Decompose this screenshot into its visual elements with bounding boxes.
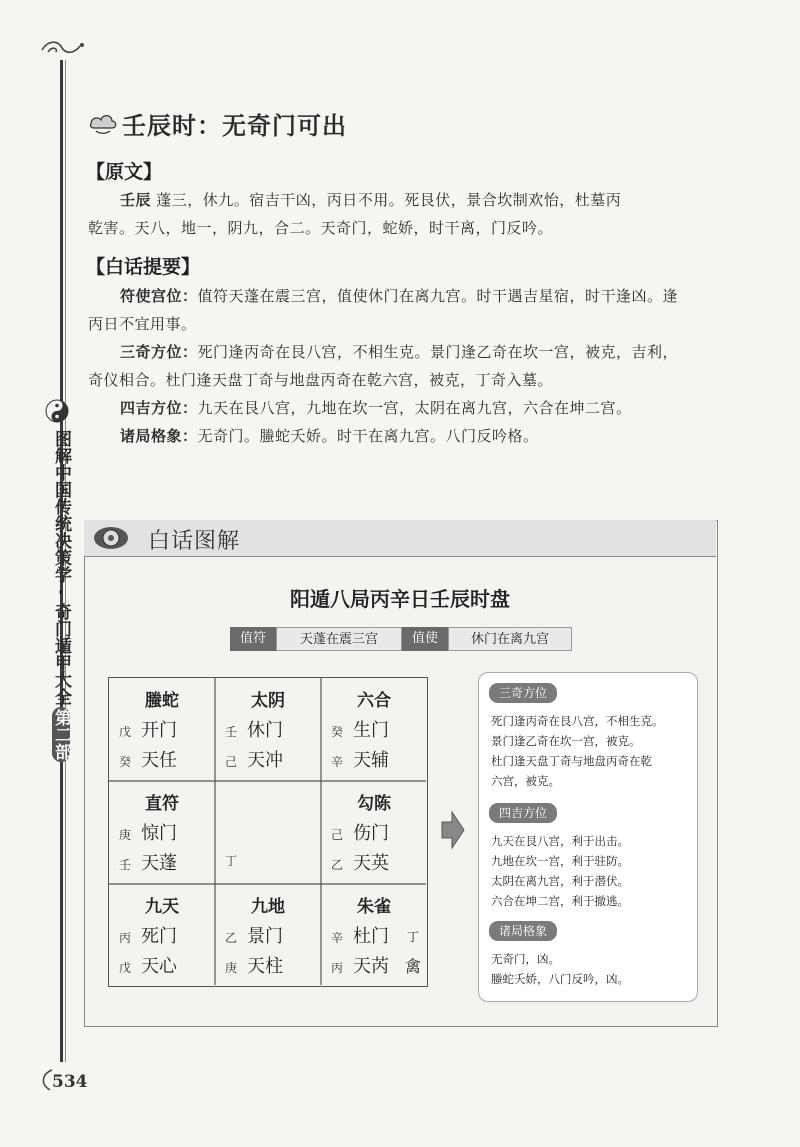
door-row [331, 716, 389, 742]
heaven-stem: 庚 [119, 828, 132, 842]
star-row [225, 952, 283, 978]
palace-cell [109, 781, 215, 884]
yuanwen-lead: 壬辰 [120, 191, 152, 209]
bagua-wheel-icon [92, 525, 130, 551]
door-name: 杜门 [353, 926, 389, 947]
arrow-right-icon [440, 810, 466, 850]
palace-cell [215, 884, 321, 987]
earth-stem: 庚 [225, 961, 238, 975]
door-row [119, 922, 177, 948]
center-stem: 丁 [225, 854, 238, 868]
star-name: 天冲 [247, 750, 283, 771]
earth-stem: 戊 [119, 961, 132, 975]
sanqi-tag: 三奇方位 [489, 683, 557, 703]
door-row [225, 922, 283, 948]
siji-line [120, 394, 632, 422]
zhuju-line [120, 422, 539, 450]
heaven-stem: 癸 [331, 725, 344, 739]
zhuju-label: 诸局格象： [120, 427, 198, 445]
star-row [119, 746, 177, 772]
heaven-stem: 丙 [119, 931, 132, 945]
side-running-title [44, 430, 70, 762]
page-title: 壬辰时：无奇门可出 [122, 112, 347, 140]
palace-cell [321, 678, 427, 781]
yuanwen-text-1: 蓬三，休九。宿吉干凶，丙日不用。死艮伏，景合坎制欢怡，杜墓丙 [156, 191, 622, 209]
star-name: 天芮 [353, 956, 389, 977]
heaven-stem: 辛 [331, 931, 344, 945]
siji-label: 四吉方位： [120, 399, 198, 417]
yin-yang-icon [44, 398, 70, 424]
zhishi-label: 值使 [402, 627, 448, 651]
door-name: 惊门 [141, 823, 177, 844]
side-book-title: 图解中国传统决策学·奇门遁甲大全 [51, 430, 71, 705]
summary-panel [478, 672, 698, 1002]
door-name: 死门 [141, 926, 177, 947]
panel-line: 景门逢乙奇在坎一宫，被克。 [491, 734, 641, 748]
door-name: 开门 [141, 720, 177, 741]
door-name: 景门 [247, 926, 283, 947]
earth-stem: 丙 [331, 961, 344, 975]
star-name: 天心 [141, 956, 177, 977]
chart-title: 阳遁八局丙辛日壬辰时盘 [290, 587, 510, 611]
zhifu-zhishi-bar [230, 627, 572, 651]
sanqi-label: 三奇方位： [120, 343, 198, 361]
fushi-line-1 [120, 282, 720, 310]
center-row [225, 849, 247, 870]
door-row [119, 716, 177, 742]
deity-name: 九天 [145, 897, 179, 917]
earth-stem: 壬 [119, 858, 132, 872]
zhuju-panel-text [491, 949, 629, 989]
heaven-stem: 乙 [225, 931, 238, 945]
star-name: 天柱 [247, 956, 283, 977]
siji-panel-text [491, 831, 629, 911]
door-name: 休门 [247, 720, 283, 741]
center-palace-cell [215, 781, 321, 884]
door-row [331, 819, 389, 845]
palace-cell [109, 678, 215, 781]
star-name: 天蓬 [141, 853, 177, 874]
door-row [331, 922, 389, 948]
palace-cell [321, 884, 427, 987]
cloud-ornament-icon [88, 110, 118, 136]
zhuju-text: 无奇门。螣蛇夭娇。时干在离九宫。八门反吟格。 [197, 427, 539, 445]
earth-stem: 乙 [331, 858, 344, 872]
yuanwen-heading: 【原文】 [86, 161, 163, 183]
star-row [331, 746, 389, 772]
sanqi-text-1: 死门逢丙奇在艮八宫，不相生克。景门逢乙奇在坎一宫，被克，吉利， [197, 343, 679, 361]
heaven-stem: 壬 [225, 725, 238, 739]
star-row [119, 952, 177, 978]
palace-cell [109, 884, 215, 987]
heaven-stem: 戊 [119, 725, 132, 739]
star-row [119, 849, 177, 875]
earth-stem: 癸 [119, 755, 132, 769]
deity-name: 六合 [357, 691, 391, 711]
fushi-text-1: 值符天蓬在震三宫，值使休门在离九宫。时干遇吉星宿，时干逢凶。逢 [197, 287, 679, 305]
star-row [331, 952, 389, 978]
baihua-heading: 【白话提要】 [86, 256, 201, 278]
deity-name: 直符 [145, 794, 179, 814]
sanqi-line-2: 奇仪相合。杜门逢天盘丁奇与地盘丙奇在乾六宫，被克，丁奇入墓。 [88, 371, 554, 389]
nine-palace-grid [108, 677, 428, 987]
deity-name: 朱雀 [357, 897, 391, 917]
star-name: 天辅 [353, 750, 389, 771]
star-name: 天任 [141, 750, 177, 771]
star-name: 天英 [353, 853, 389, 874]
palace-cell [321, 781, 427, 884]
panel-line: 六宫，被克。 [491, 774, 560, 788]
panel-line: 无奇门，凶。 [491, 952, 560, 966]
yuanwen-line-2: 乾害。天八，地一，阴九，合二。天奇门，蛇娇，时干离，门反吟。 [88, 219, 554, 237]
deity-name: 勾陈 [357, 794, 391, 814]
page-number: 534 [52, 1072, 88, 1092]
panel-line: 螣蛇夭娇，八门反吟，凶。 [491, 972, 629, 986]
panel-line: 九天在艮八宫，利于出击。 [491, 834, 629, 848]
heaven-stem: 己 [331, 828, 344, 842]
fushi-label: 符使宫位： [120, 287, 198, 305]
corner-ornament-icon [38, 36, 88, 58]
zhishi-value: 休门在离九宫 [448, 627, 572, 651]
panel-line: 九地在坎一宫，利于驻防。 [491, 854, 629, 868]
panel-line: 死门逢丙奇在艮八宫，不相生克。 [491, 714, 664, 728]
zhuju-tag: 诸局格象 [489, 921, 557, 941]
deity-name: 螣蛇 [145, 691, 179, 711]
extra-star: 禽 [405, 957, 422, 976]
extra-stem: 丁 [407, 930, 420, 944]
star-row [331, 849, 389, 875]
deity-name: 太阴 [251, 691, 285, 711]
panel-line: 太阴在离九宫，利于潜伏。 [491, 874, 629, 888]
door-row [225, 716, 283, 742]
sanqi-panel-text [491, 711, 664, 791]
siji-text: 九天在艮八宫，九地在坎一宫，太阴在离九宫，六合在坤二宫。 [197, 399, 632, 417]
panel-line: 六合在坤二宫，利于撤逃。 [491, 894, 629, 908]
door-name: 生门 [353, 720, 389, 741]
palace-cell [215, 678, 321, 781]
zhifu-value: 天蓬在震三宫 [276, 627, 402, 651]
diagram-header-title: 白话图解 [148, 529, 241, 554]
earth-stem: 己 [225, 755, 238, 769]
sanqi-line-1 [120, 338, 720, 366]
yuanwen-line-1 [120, 186, 720, 214]
door-name: 伤门 [353, 823, 389, 844]
zhifu-label: 值符 [230, 627, 276, 651]
panel-line: 杜门逢天盘丁奇与地盘丙奇在乾 [491, 754, 652, 768]
deity-name: 九地 [251, 897, 285, 917]
door-row [119, 819, 177, 845]
earth-stem: 辛 [331, 755, 344, 769]
fushi-line-2: 丙日不宜用事。 [88, 315, 197, 333]
siji-tag: 四吉方位 [489, 803, 557, 823]
star-row [225, 746, 283, 772]
side-part-badge: 第二部 [51, 709, 71, 760]
